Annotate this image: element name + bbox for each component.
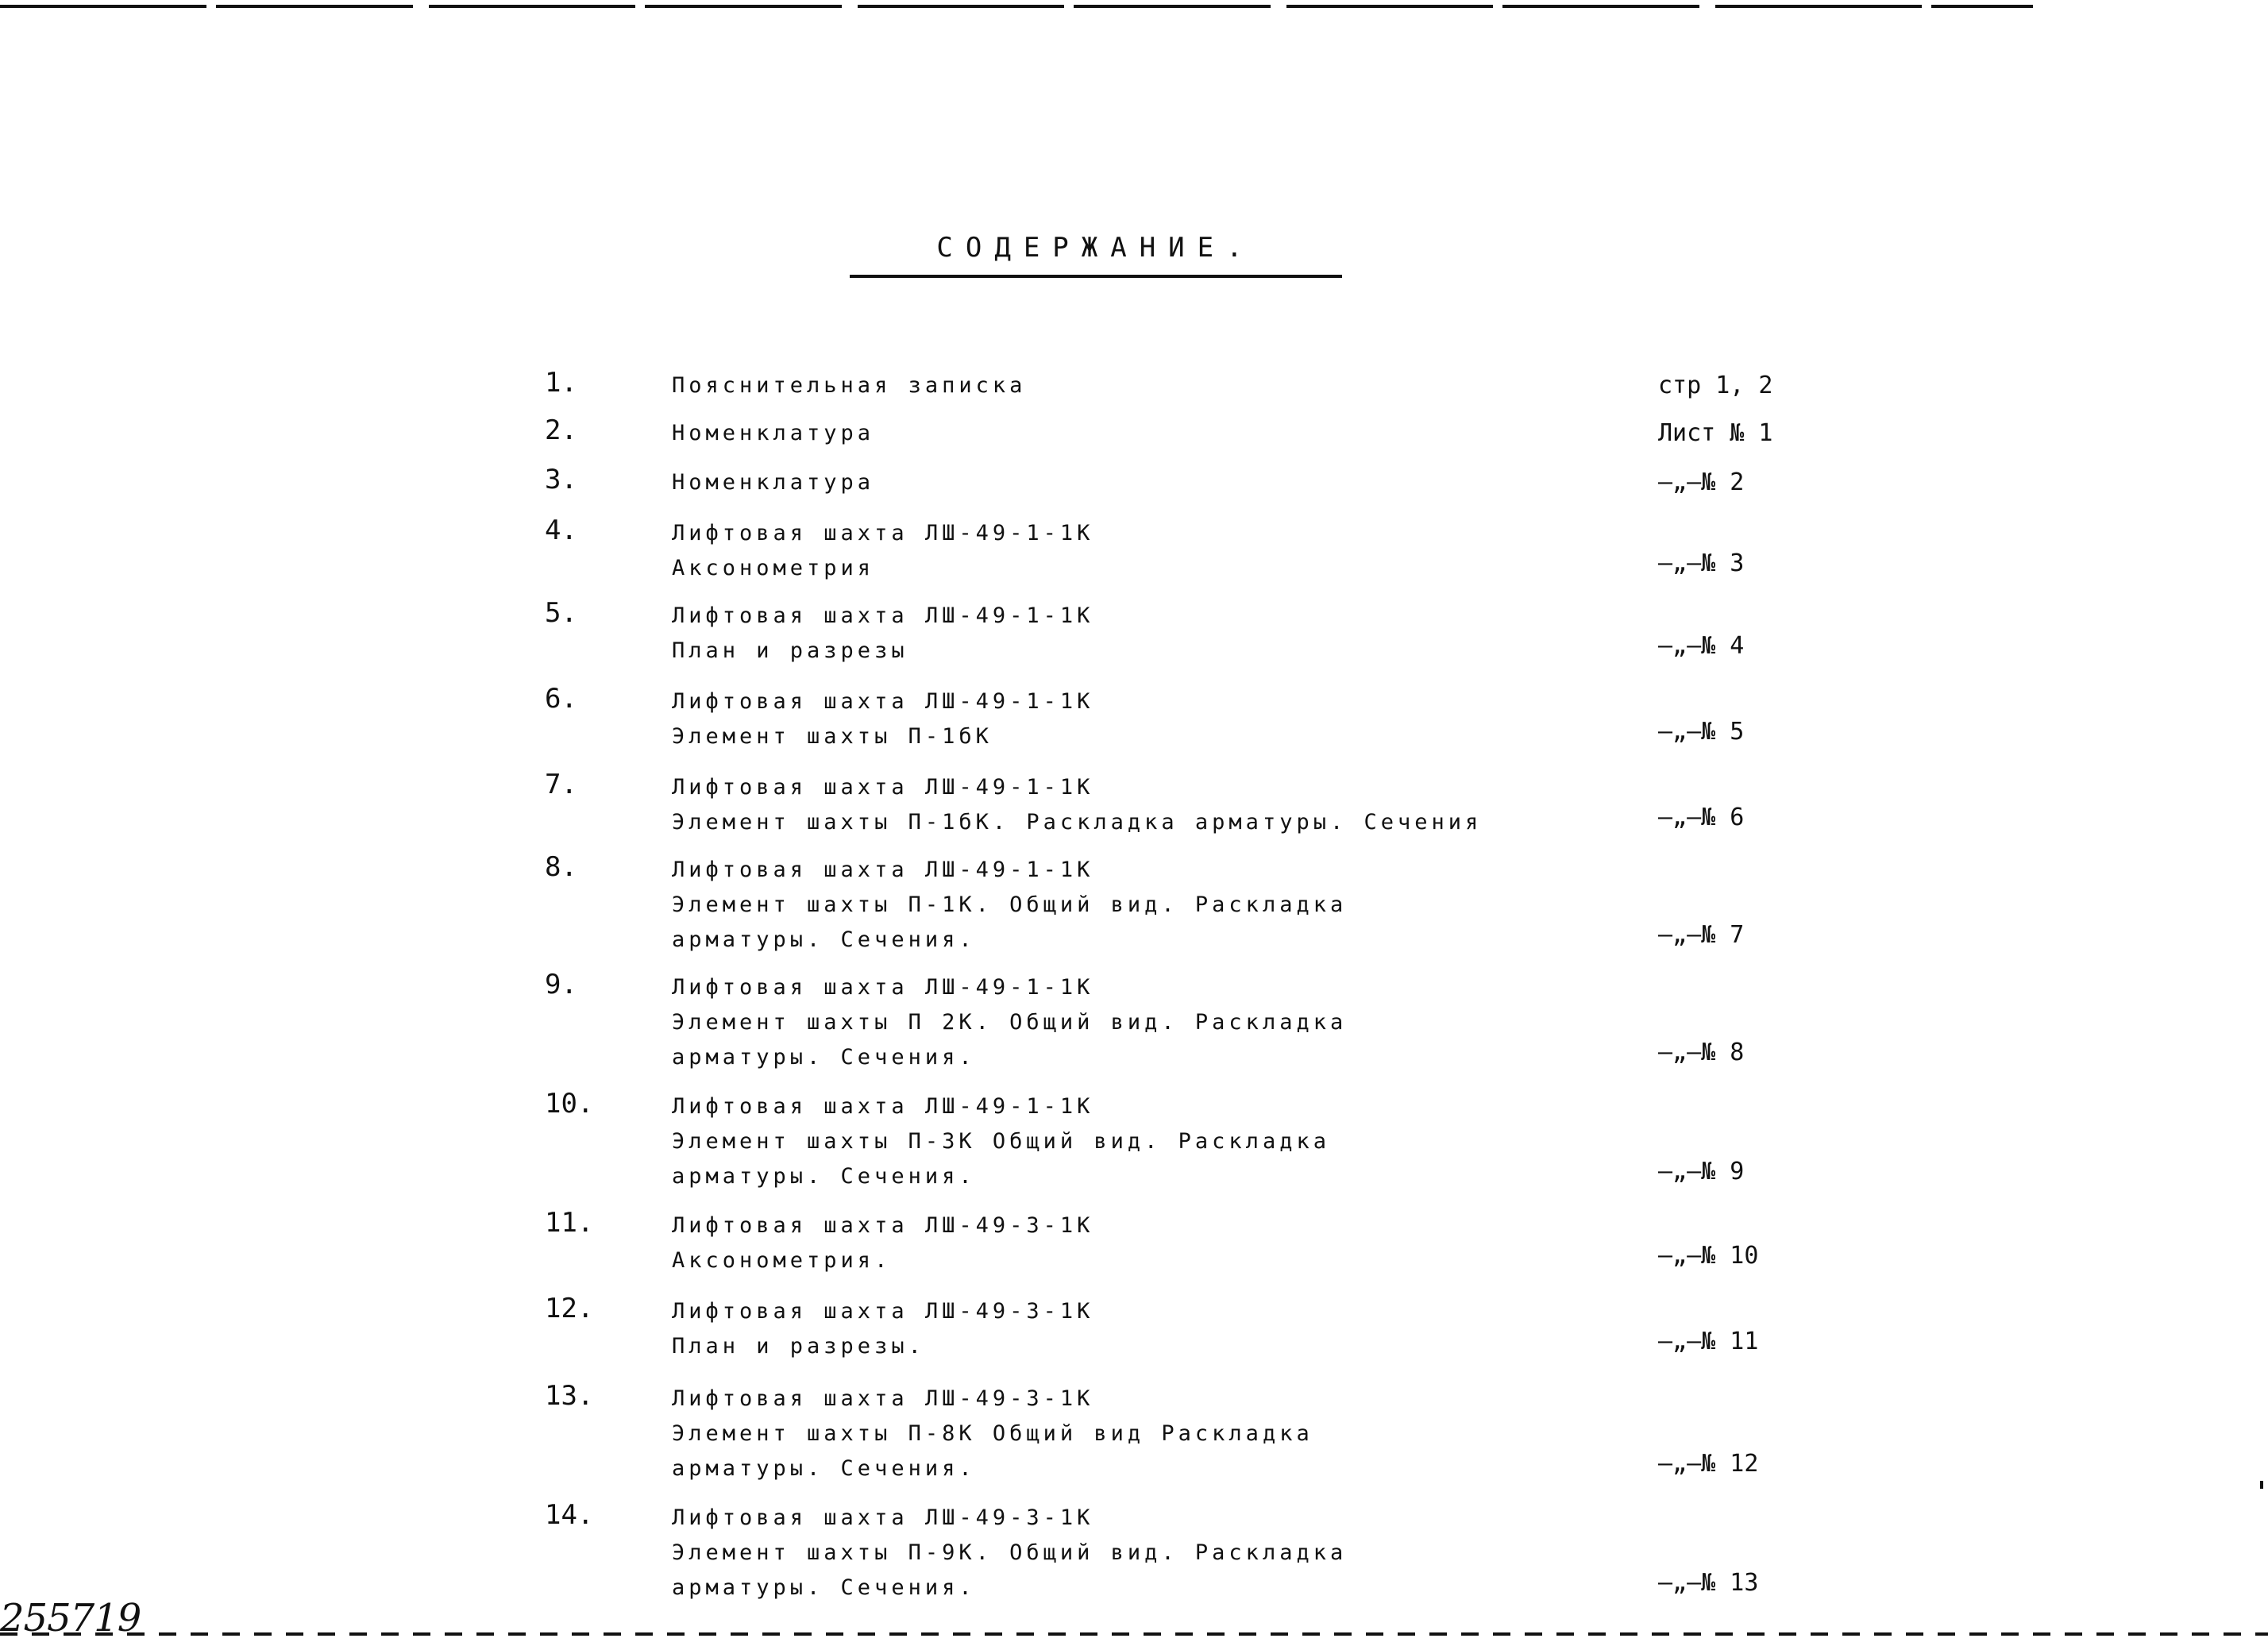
toc-entry-text — [672, 414, 1625, 449]
toc-entry-line-3: арматуры. Сечения. — [672, 1045, 976, 1070]
toc-entry-sheet-ref: —„—№ 9 — [1658, 1158, 1745, 1185]
toc-entry-number: 2. — [545, 414, 577, 446]
toc-entry-line-2: План и разрезы. — [672, 1334, 925, 1359]
toc-entry-number: 10. — [545, 1088, 594, 1120]
toc-entry-line-2: Элемент шахты П-1бК — [672, 724, 993, 749]
toc-entry-line-2: Элемент шахты П-3К Общий вид. Раскладка — [672, 1129, 1330, 1154]
toc-entry-text — [672, 515, 1625, 584]
toc-entry-line-1: Номенклатура — [672, 470, 875, 495]
toc-entry-line-1: Лифтовая шахта ЛШ-49-1-1К — [672, 603, 1094, 628]
toc-entry-line-2: Аксонометрия — [672, 556, 875, 580]
toc-entry-sheet-ref: —„—№ 5 — [1658, 718, 1745, 746]
toc-entry-sheet-ref: —„—№ 2 — [1658, 468, 1745, 496]
toc-entry-line-3: арматуры. Сечения. — [672, 1164, 976, 1189]
toc-entry-sheet-ref: —„—№ 7 — [1658, 921, 1745, 949]
toc-entry-text — [672, 367, 1625, 402]
toc-entry-number: 4. — [545, 515, 577, 546]
toc-entry-line-3: арматуры. Сечения. — [672, 1456, 976, 1481]
toc-entry-sheet-ref: —„—№ 4 — [1658, 632, 1745, 660]
toc-entry-number: 6. — [545, 683, 577, 715]
toc-entry-sheet-ref: —„—№ 6 — [1658, 804, 1745, 831]
toc-entry-sheet-ref: Лист № 1 — [1658, 419, 1773, 447]
toc-entry-number: 3. — [545, 464, 577, 495]
toc-entry-line-1: Лифтовая шахта ЛШ-49-1-1К — [672, 858, 1094, 882]
document-title: СОДЕРЖАНИЕ. — [850, 232, 1342, 278]
toc-entry-text — [672, 851, 1625, 956]
toc-entry-line-2: Аксонометрия. — [672, 1248, 892, 1273]
toc-entry-number: 8. — [545, 851, 577, 883]
toc-entry-text — [672, 1293, 1625, 1363]
toc-entry-sheet-ref: —„—№ 13 — [1658, 1569, 1759, 1597]
toc-entry-line-2: Элемент шахты П-9К. Общий вид. Раскладка — [672, 1540, 1348, 1565]
toc-entry-line-2: Элемент шахты П-1бК. Раскладка арматуры. Сечения — [672, 810, 1483, 834]
toc-entry-line-1: Лифтовая шахта ЛШ-49-3-1К — [672, 1213, 1094, 1238]
toc-entry-number: 9. — [545, 969, 577, 1000]
toc-entry-number: 5. — [545, 597, 577, 629]
toc-entry-line-1: Лифтовая шахта ЛШ-49-1-1К — [672, 689, 1094, 714]
toc-entry-number: 7. — [545, 769, 577, 800]
toc-entry-line-1: Лифтовая шахта ЛШ-49-1-1К — [672, 975, 1094, 1000]
toc-entry-number: 11. — [545, 1207, 594, 1239]
toc-entry-number: 12. — [545, 1293, 594, 1324]
toc-entry-line-1: Лифтовая шахта ЛШ-49-1-1К — [672, 775, 1094, 800]
toc-entry-sheet-ref: —„—№ 12 — [1658, 1450, 1759, 1478]
toc-entry-sheet-ref: —„—№ 11 — [1658, 1328, 1759, 1355]
toc-entry-number: 14. — [545, 1499, 594, 1531]
toc-entry-line-1: Лифтовая шахта ЛШ-49-3-1К — [672, 1386, 1094, 1411]
toc-entry-line-2: Элемент шахты П 2К. Общий вид. Раскладка — [672, 1010, 1348, 1035]
toc-entry-number: 1. — [545, 367, 577, 399]
toc-entry-text — [672, 464, 1625, 499]
toc-entry-sheet-ref: —„—№ 3 — [1658, 549, 1745, 577]
toc-entry-line-3: арматуры. Сечения. — [672, 927, 976, 952]
toc-entry-sheet-ref: стр 1, 2 — [1658, 372, 1773, 399]
toc-entry-line-2: Элемент шахты П-8К Общий вид Раскладка — [672, 1421, 1313, 1446]
toc-entry-line-1: Лифтовая шахта ЛШ-49-3-1К — [672, 1299, 1094, 1324]
toc-entry-line-2: Элемент шахты П-1К. Общий вид. Раскладка — [672, 892, 1348, 917]
toc-entry-text — [672, 1499, 1625, 1604]
archive-number: 255719 — [0, 1596, 141, 1640]
toc-entry-text — [672, 969, 1625, 1073]
toc-entry-line-1: Лифтовая шахта ЛШ-49-3-1К — [672, 1505, 1094, 1530]
toc-entry-text — [672, 597, 1625, 667]
toc-entry-line-1: Пояснительная записка — [672, 373, 1027, 398]
toc-entry-text — [672, 1207, 1625, 1277]
toc-entry-line-1: Номенклатура — [672, 421, 875, 445]
toc-entry-sheet-ref: —„—№ 8 — [1658, 1039, 1745, 1066]
toc-entry-text — [672, 683, 1625, 753]
toc-entry-line-1: Лифтовая шахта ЛШ-49-1-1К — [672, 1094, 1094, 1119]
toc-entry-line-1: Лифтовая шахта ЛШ-49-1-1К — [672, 521, 1094, 545]
toc-entry-text — [672, 1380, 1625, 1485]
toc-entry-number: 13. — [545, 1380, 594, 1412]
toc-entry-sheet-ref: —„—№ 10 — [1658, 1242, 1759, 1270]
toc-entry-text — [672, 1088, 1625, 1193]
toc-entry-line-3: арматуры. Сечения. — [672, 1575, 976, 1600]
toc-entry-text — [672, 769, 1625, 838]
toc-entry-line-2: План и разрезы — [672, 638, 908, 663]
